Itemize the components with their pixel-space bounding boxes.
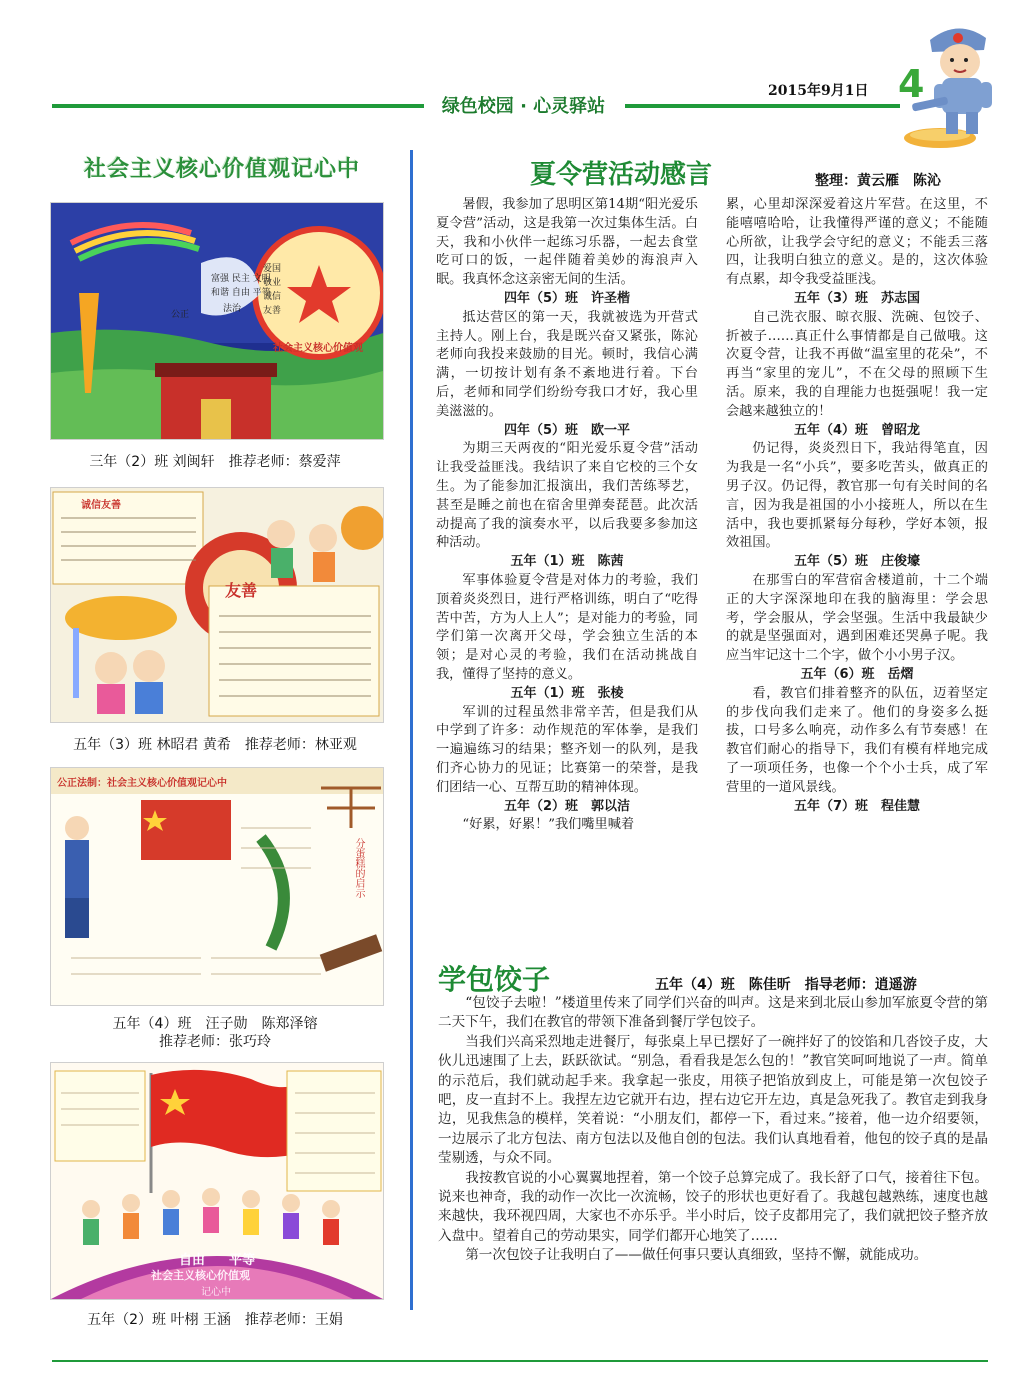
header-rule-left — [52, 104, 424, 108]
paragraph: “好累，好累！”我们嘴里喊着 — [462, 817, 635, 833]
footer-rule — [52, 1360, 988, 1362]
paragraph: 为期三天两夜的“阳光爱乐夏令营”活动让我受益匪浅。我结识了来自它校的三个女生。为了能参加汇报演出，我们苦练琴艺，甚至是睡之前也在宿舍里弹奏琵琶。此次活动提高了我的演奏水平，以后我要多参加这种活动。 — [436, 441, 698, 551]
author-credit: 五年（5）班 庄俊壕 — [793, 554, 921, 570]
poster-4 — [50, 1062, 384, 1300]
paragraph: 第一次包饺子让我明白了——做任何事只要认真细致，坚持不懈，就能成功。 — [465, 1247, 928, 1264]
poster-3 — [50, 767, 384, 1006]
paragraph: 看，教官们排着整齐的队伍，迈着坚定的步伐向我们走来了。他们的身姿多么挺拔，口号多么响亮，动作多么有节奏感！在教官们耐心的指导下，我们有模有样地完成了一项项任务，也像一个个小士兵，成了军营里的一道风景线。 — [726, 685, 988, 795]
article-1-column-1 — [436, 196, 698, 835]
author-credit: 五年（1）班 张棱 — [510, 685, 624, 701]
poster-2-heading: 诚信友善 — [81, 500, 121, 511]
poster-4-word-2: 平等 — [229, 1253, 256, 1268]
paragraph: 我按教官说的小心翼翼地捏着，第一个饺子总算完成了。我长舒了口气，接着往下包。说来也神奇，我的动作一次比一次流畅，饺子的形状也更好看了。我越包越熟练，速度也越来越快，我环视四周，大家也不亦乐乎。半小时后，饺子皮都用完了，我们就把饺子整齐放入盘中。望着自己的劳动果实，同学们都开心地笑了…… — [438, 1169, 988, 1244]
poster-1-text-4: 爱国 — [263, 264, 282, 274]
poster-4-banner-2: 记心中 — [201, 1287, 231, 1298]
paragraph: 军训的过程虽然非常辛苦，但是我们从中学到了许多：动作规范的军体拳，是我们一遍遍练习的结果；整齐划一的队列，是我们齐心协力的见证；比赛第一的荣誉，是我们团结一心、互帮互助的精神体现。 — [436, 704, 698, 795]
author-credit: 四年（5）班 欧一平 — [503, 422, 631, 438]
page-number: 4 — [898, 62, 925, 106]
article-2-title: 学包饺子 — [438, 963, 551, 996]
poster-1-text-8: 社会主义核心价值观 — [273, 343, 363, 354]
article-1-column-2 — [726, 196, 988, 816]
poster-3-caption-line-2: 推荐老师：张巧玲 — [159, 1034, 271, 1050]
article-1-byline: 整理：黄云雁 陈沁 — [815, 173, 941, 189]
paragraph: 暑假，我参加了思明区第14期“阳光爱乐夏令营”活动，这是我第一次过集体生活。白天，我和小伙伴一起练习乐器，一起去食堂吃可口的饭，一起伴随着美妙的海浪声入眠。我真怀念这亲密无间的生活。 — [436, 197, 698, 288]
paragraph: 军事体验夏令营是对体力的考验，我们顶着炎炎烈日，进行严格训练，明白了“吃得苦中苦，方为人上人”；是对能力的考验，同学们第一次离开父母，学会独立生活的本领；是对心灵的考验，我们在活动挑战自我，懂得了坚持的意义。 — [436, 572, 698, 682]
author-credit: 四年（5）班 许圣楷 — [503, 290, 631, 306]
article-2-byline: 五年（4）班 陈佳昕 指导老师：逍遥游 — [655, 977, 917, 993]
issue-date: 2015年9月1日 — [768, 83, 869, 99]
author-credit: 五年（4）班 曾昭龙 — [793, 422, 921, 438]
poster-3-caption-line-1: 五年（4）班 汪子勋 陈郑泽镕 — [112, 1016, 318, 1032]
author-credit: 五年（2）班 郭以洁 — [503, 798, 631, 814]
poster-3-side-label: 分蛋糕的启示 — [353, 838, 364, 898]
author-credit: 五年（3）班 苏志国 — [793, 290, 921, 306]
poster-2 — [50, 487, 384, 723]
poster-1-text-7: 友善 — [263, 306, 282, 316]
poster-1-text-5: 敬业 — [263, 278, 282, 288]
poster-1-caption: 三年（2）班 刘闽轩 推荐老师：蔡爱萍 — [89, 454, 341, 470]
paragraph: 在那雪白的军营宿舍楼道前，十二个端正的大字深深地印在我的脑海里：学会思考，学会服从，学会坚强。生活中我最缺少的就是坚强面对，遇到困难还哭鼻子呢。我应当牢记这十二个字，做个小小男子汉。 — [726, 572, 988, 664]
author-credit: 五年（6）班 岳熠 — [800, 666, 914, 682]
poster-1-text-3: 法治 — [223, 304, 242, 314]
poster-1 — [50, 202, 384, 440]
left-column-title: 社会主义核心价值观记心中 — [83, 157, 360, 182]
poster-4-word-1: 自由 — [179, 1253, 206, 1268]
paragraph: 抵达营区的第一天，我就被选为开营式主持人。刚上台，我是既兴奋又紧张，陈沁老师向我投来鼓励的目光。顿时，我信心满满，一切按计划有条不紊地进行着。下台后，老师和同学们纷纷夸我口才好，我心里美滋滋的。 — [436, 309, 698, 419]
paragraph: 仍记得，炎炎烈日下，我站得笔直，因为我是一名“小兵”，要多吃苦头，做真正的男子汉。仍记得，教官那一句有关时间的名言，因为我是祖国的小小接班人，所以在生活中，我也要抓紧每分每秒，学好本领，报效祖国。 — [726, 441, 988, 551]
soldier-mascot-illustration — [900, 20, 1010, 150]
poster-1-text-6: 诚信 — [263, 292, 282, 302]
poster-2-caption: 五年（3）班 林昭君 黄希 推荐老师：林亚观 — [73, 737, 357, 753]
poster-4-caption: 五年（2）班 叶栩 王涵 推荐老师：王娟 — [87, 1312, 343, 1328]
paragraph: 累，心里却深深爱着这片军营。在这里，不能嘻嘻哈哈，让我懂得严谨的意义；不能随心所欲，让我学会守纪的意义；不能丢三落四，让我明白独立的意义。是的，这次体验有点累，却令我受益匪浅。 — [726, 197, 988, 288]
poster-3-heading: 公正法制：社会主义核心价值观记心中 — [57, 778, 227, 789]
poster-4-banner: 社会主义核心价值观 — [151, 1269, 250, 1282]
poster-1-text-1: 富强 民主 文明 — [211, 274, 271, 284]
author-credit: 五年（1）班 陈茜 — [510, 554, 624, 570]
article-2-body — [438, 994, 988, 1266]
poster-1-text-0: 公正 — [171, 310, 190, 320]
author-credit: 五年（7）班 程佳慧 — [793, 798, 921, 814]
column-divider — [410, 150, 413, 1310]
paragraph: 自己洗衣服、晾衣服、洗碗、包饺子、折被子……真正什么事情都是自己做哦。这次夏令营，让我不再做“温室里的花朵”，不再当“家里的宠儿”，不在父母的照顾下生活。原来，我的自理能力也挺强呢！我一定会越来越独立的！ — [726, 309, 988, 419]
section-title: 绿色校园 · 心灵驿站 — [441, 96, 606, 117]
paragraph: “包饺子去啦！”楼道里传来了同学们兴奋的叫声。这是来到北辰山参加军旅夏令营的第二天下午，我们在教官的带领下准备到餐厅学包饺子。 — [438, 995, 988, 1031]
paragraph: 当我们兴高采烈地走进餐厅，每张桌上早已摆好了一碗拌好了的饺馅和几沓饺子皮，大伙儿迅速围了上去，跃跃欲试。“别急，看看我是怎么包的！”教官笑呵呵地说了一声。简单的示范后，我们就动起手来。我拿起一张皮，用筷子把馅放到皮上，可能是第一次包饺子吧，皮一直封不上。我捏左边它就开右边，捏右边它开左边，真是急死我了。教官走到我身边，见我焦急的模样，笑着说：“小朋友们，都停一下，看过来。”接着，他一边介绍要领，一边展示了北方包法、南方包法以及他自创的包法。我们认真地看着，他包的饺子真的是晶莹剔透，与众不同。 — [438, 1033, 988, 1167]
poster-2-badge: 友善 — [225, 581, 258, 600]
article-1-title: 夏令营活动感言 — [530, 160, 713, 190]
poster-1-text-2: 和谐 自由 平等 — [211, 288, 271, 298]
header-rule-right — [625, 104, 900, 108]
